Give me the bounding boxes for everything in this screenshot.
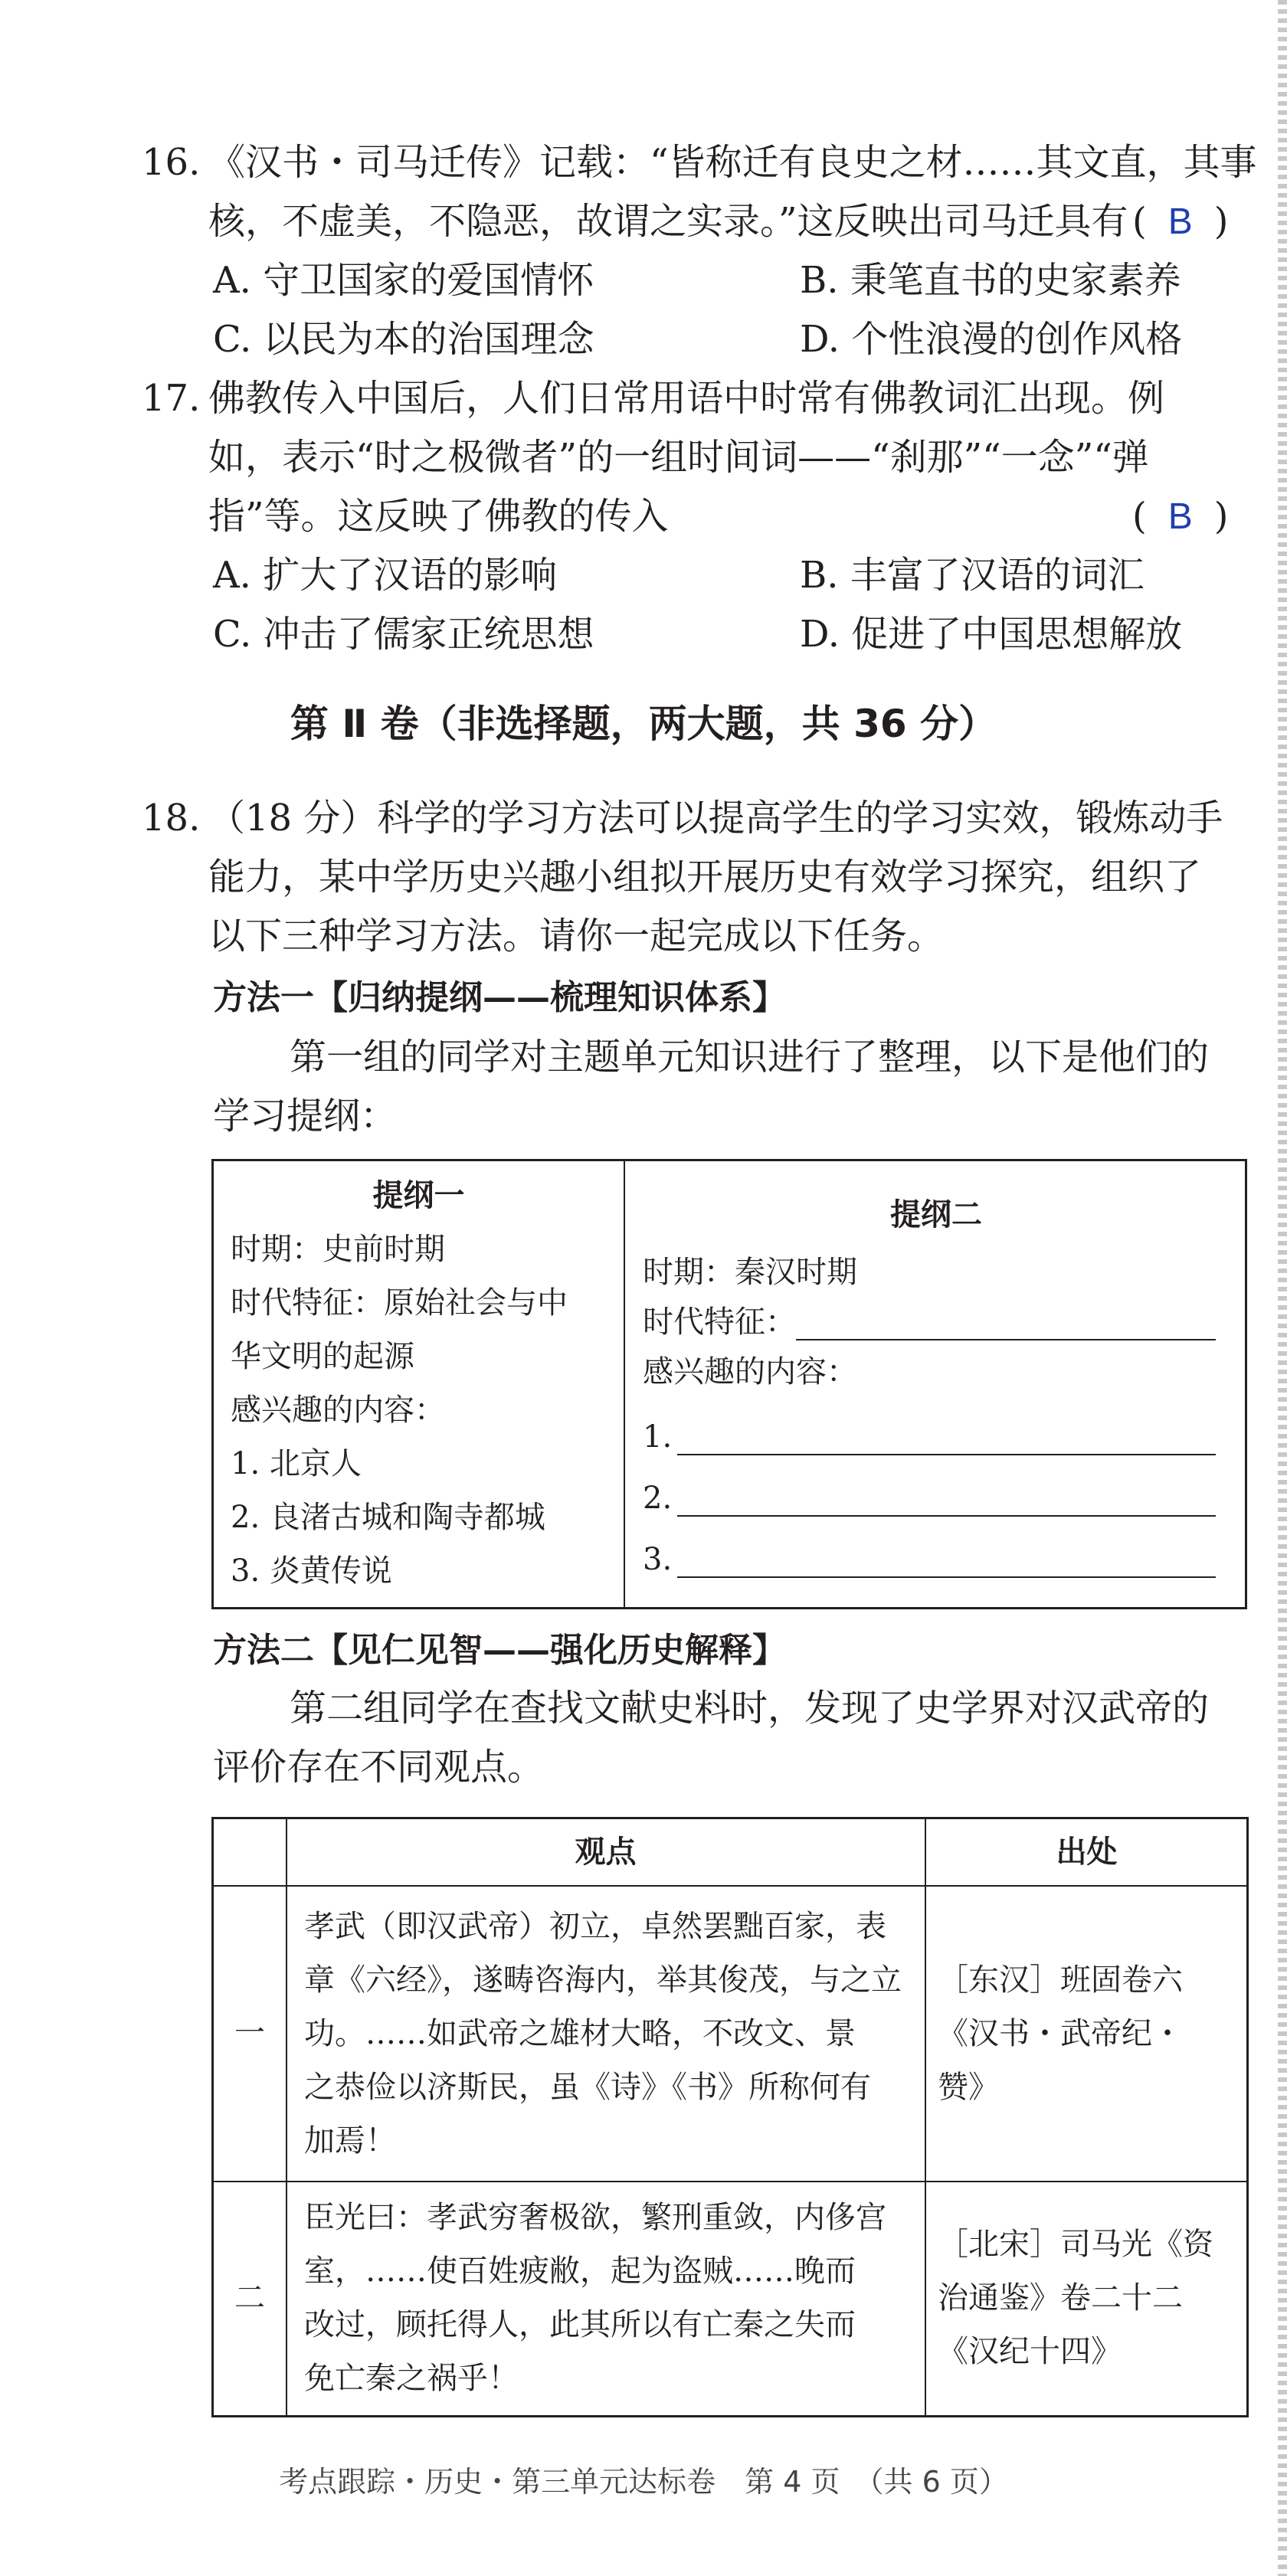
table-divider [214, 2181, 1248, 2182]
header-view: 观点 [575, 1835, 637, 1870]
page-footer: 考点跟踪・历史・第三单元达标卷 第 4 页 （共 6 页） [279, 2465, 1008, 2499]
outline-1-feature: 时代特征：原始社会与中 [231, 1285, 568, 1321]
table-divider [286, 1819, 287, 2417]
option-b: B. 秉笔直书的史家素养 [800, 259, 1181, 302]
row-index: 一 [234, 2015, 265, 2051]
source-line: ［东汉］班固卷六 [938, 1962, 1183, 1998]
outline-table [211, 1159, 1247, 1609]
option-a: A. 守卫国家的爱国情怀 [213, 259, 594, 302]
question-stem-line: 核，不虚美，不隐恶，故谓之实录。”这反映出司马迁具有 [208, 200, 1128, 243]
source-line: ［北宋］司马光《资 [938, 2227, 1213, 2262]
option-c: C. 以民为本的治国理念 [213, 318, 594, 361]
method-1-title: 方法一【归纳提纲——梳理知识体系】 [213, 978, 786, 1017]
outline-2-item: 1. [643, 1419, 673, 1455]
question-number: 16. [142, 141, 201, 184]
answer-blank[interactable] [677, 1454, 1216, 1455]
question-stem-line: 如，表示“时之极微者”的一组时间词——“刹那”“一念”“弹 [208, 436, 1149, 479]
option-d: D. 个性浪漫的创作风格 [800, 318, 1183, 361]
source-line: 《汉纪十四》 [938, 2334, 1122, 2369]
outline-2-title: 提纲二 [890, 1197, 982, 1232]
header-source: 出处 [1056, 1835, 1118, 1870]
source-line: 《汉书・武帝纪・ [938, 2016, 1183, 2051]
question-stem-line: 以下三种学习方法。请你一起完成以下任务。 [208, 915, 945, 957]
view-line: 之恭俭以济斯民，虽《诗》《书》所称何有 [304, 2070, 871, 2105]
outline-1-interest: 感兴趣的内容： [231, 1393, 445, 1428]
answer-blank[interactable] [677, 1576, 1216, 1578]
view-line: 功。……如武帝之雄材大略，不改文、景 [304, 2016, 856, 2051]
question-stem-line: 佛教传入中国后，人们日常用语中时常有佛教词汇出现。例 [208, 377, 1165, 420]
viewpoint-table [211, 1817, 1249, 2417]
source-line: 治通鉴》卷二十二 [938, 2280, 1183, 2316]
method-2-title: 方法二【见仁见智——强化历史解释】 [213, 1631, 786, 1670]
question-stem-line: 指”等。这反映了佛教的传入 [208, 495, 669, 538]
option-d: D. 促进了中国思想解放 [800, 613, 1183, 656]
outline-1-item: 3. 炎黄传说 [231, 1553, 392, 1589]
outline-2-item: 3. [643, 1542, 673, 1577]
source-line: 赞》 [938, 2070, 999, 2105]
question-number: 17. [142, 377, 201, 420]
outline-2-item: 2. [643, 1481, 673, 1516]
answer-mark: B [1167, 496, 1193, 537]
answer-paren: ( B ) [1132, 495, 1229, 538]
outline-2-interest: 感兴趣的内容： [643, 1354, 857, 1389]
answer-blank[interactable] [677, 1515, 1216, 1517]
outline-1-item: 1. 北京人 [231, 1446, 362, 1481]
option-c: C. 冲击了儒家正统思想 [213, 613, 594, 656]
view-line: 章《六经》，遂畴咨海内，举其俊茂，与之立 [304, 1962, 902, 1998]
view-line: 孝武（即汉武帝）初立，卓然罢黜百家，表 [304, 1909, 886, 1944]
method-2-intro: 第二组同学在查找文献史料时，发现了史学界对汉武帝的 [290, 1687, 1210, 1730]
question-number: 18. [142, 797, 201, 840]
outline-1-title: 提纲一 [372, 1178, 465, 1213]
method-1-intro: 第一组的同学对主题单元知识进行了整理，以下是他们的 [290, 1036, 1210, 1079]
outline-2-period: 时期：秦汉时期 [643, 1255, 857, 1290]
section-title: 第 Ⅱ 卷（非选择题，两大题，共 36 分） [290, 702, 997, 746]
view-line: 加焉！ [304, 2123, 396, 2159]
option-b: B. 丰富了汉语的词汇 [800, 554, 1145, 597]
outline-1-period: 时期：史前时期 [231, 1232, 445, 1267]
answer-blank[interactable] [796, 1339, 1216, 1340]
question-stem-line: 能力，某中学历史兴趣小组拟开展历史有效学习探究，组织了 [208, 856, 1202, 898]
table-divider [925, 1819, 926, 2417]
view-line: 免亡秦之祸乎！ [304, 2361, 519, 2396]
answer-mark: B [1167, 201, 1193, 242]
view-line: 改过，顾托得人，此其所以有亡秦之失而 [304, 2307, 856, 2342]
outline-1-feature: 华文明的起源 [231, 1339, 414, 1374]
row-index: 二 [234, 2280, 265, 2316]
view-line: 臣光曰：孝武穷奢极欲，繁刑重敛，内侈宫 [304, 2200, 886, 2235]
answer-paren: ( B ) [1132, 200, 1229, 243]
method-2-intro: 评价存在不同观点。 [213, 1746, 545, 1789]
question-stem-line: 《汉书・司马迁传》记载：“皆称迁有良史之材……其文直，其事 [208, 141, 1257, 184]
view-line: 室，……使百姓疲敝，起为盗贼……晚而 [304, 2254, 856, 2289]
page-binding-edge [1278, 0, 1287, 2576]
method-1-intro: 学习提纲： [213, 1095, 398, 1137]
outline-1-item: 2. 良渚古城和陶寺都城 [231, 1500, 545, 1535]
question-stem-line: （18 分）科学的学习方法可以提高学生的学习实效，锻炼动手 [208, 797, 1223, 840]
table-divider [214, 1885, 1248, 1887]
option-a: A. 扩大了汉语的影响 [213, 554, 558, 597]
outline-2-feature: 时代特征： [643, 1304, 796, 1340]
